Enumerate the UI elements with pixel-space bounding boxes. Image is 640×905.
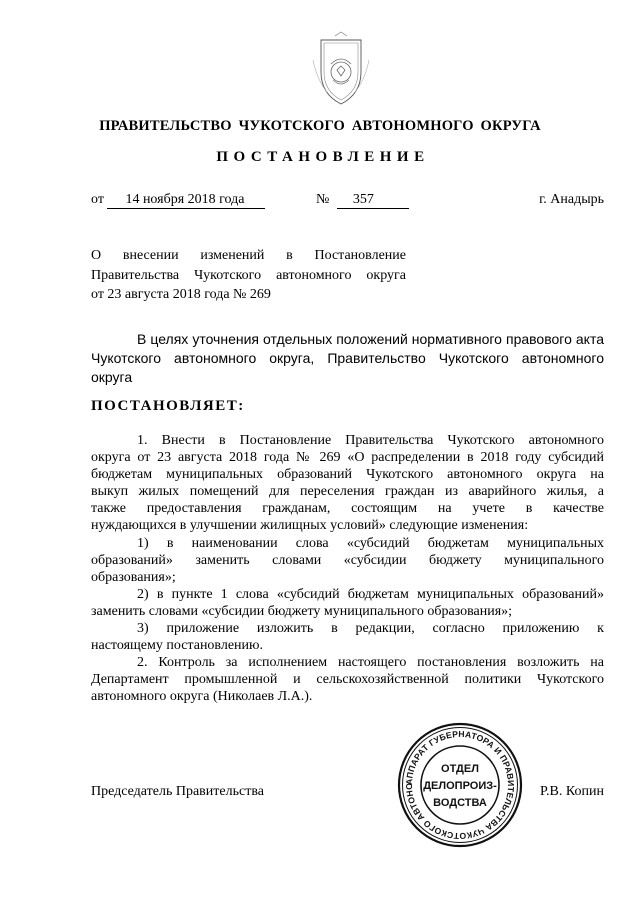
stamp-center-line: ОТДЕЛ <box>441 763 479 775</box>
government-title: ПРАВИТЕЛЬСТВО ЧУКОТСКОГО АВТОНОМНОГО ОКРУГА <box>99 118 541 134</box>
preamble-block <box>91 330 604 387</box>
body-line: автономного округа (Николаев Л.А.). <box>91 689 313 705</box>
signatory-name: Р.В. Копин <box>540 784 604 799</box>
body-line: бюджетам муниципальных образований Чукотского автономного округа на <box>91 467 604 483</box>
body-line: 1. Внести в Постановление Правительства Чукотского автономного <box>137 433 604 448</box>
signatory-position: Председатель Правительства <box>91 784 264 799</box>
number-prefix: № <box>316 192 330 207</box>
preamble-line: В целях уточнения отдельных положений нормативного правового акта <box>137 331 604 347</box>
office-stamp <box>397 722 523 848</box>
stamp-center-line: ДЕЛОПРОИЗ- <box>423 780 497 792</box>
body-line: 2. Контроль за исполнением настоящего постановления возложить на <box>137 655 604 671</box>
subject-line: Правительства Чукотского автономного округа <box>91 267 406 283</box>
date-value: 14 ноября 2018 года <box>107 192 265 209</box>
body-line: 2) в пункте 1 слова «субсидий бюджетам муниципальных образований» <box>137 586 604 602</box>
body-line: 1) в наименовании слова «субсидий бюджетам муниципальных <box>137 535 604 551</box>
stamp-ring-text: АППАРАТ ГУБЕРНАТОРА И ПРАВИТЕЛЬСТВА ЧУКОТСКОГО АВТОНО <box>403 728 517 842</box>
body-line: настоящему постановлению. <box>91 638 263 654</box>
body-line: образования»; <box>91 569 176 585</box>
subject-line: О внесении изменений в Постановление <box>91 248 406 263</box>
number-field <box>316 192 409 209</box>
document-type-title: ПОСТАНОВЛЕНИЕ <box>216 149 430 165</box>
body-line: округа от 23 августа 2018 года № 269 «О распределении в 2018 году субсидий <box>91 450 604 466</box>
date-field <box>91 192 265 209</box>
decree-body <box>91 432 604 706</box>
body-line: образований» заменить словами «субсидии бюджету муниципального <box>91 552 604 568</box>
body-line: также предоставления гражданам, состоящим на учете в качестве <box>91 501 604 517</box>
subject-block <box>91 246 406 305</box>
date-prefix: от <box>91 192 104 207</box>
decree-word: ПОСТАНОВЛЯЕТ: <box>91 398 245 414</box>
body-line: 3) приложение изложить в редакции, согласно приложению к <box>137 621 604 637</box>
stamp-center-line: ВОДСТВА <box>433 797 487 809</box>
coat-of-arms-emblem <box>307 30 375 110</box>
preamble-line: Чукотского автономного округа, Правительство Чукотского автономного <box>91 350 604 366</box>
body-line: нуждающихся в улучшении жилищных условий» следующие изменения: <box>91 518 529 534</box>
number-value: 357 <box>337 192 409 209</box>
place-value: г. Анадырь <box>539 192 604 207</box>
subject-line: от 23 августа 2018 года № 269 <box>91 287 271 302</box>
body-line: Департамент промышленной и сельскохозяйственной политики Чукотского <box>91 672 604 688</box>
preamble-line: округа <box>91 369 133 385</box>
body-line: заменить словами «субсидии бюджету муниципального образования»; <box>91 603 513 619</box>
body-line: выкуп жилых помещений для переселения граждан из аварийного жилья, а <box>91 484 604 500</box>
